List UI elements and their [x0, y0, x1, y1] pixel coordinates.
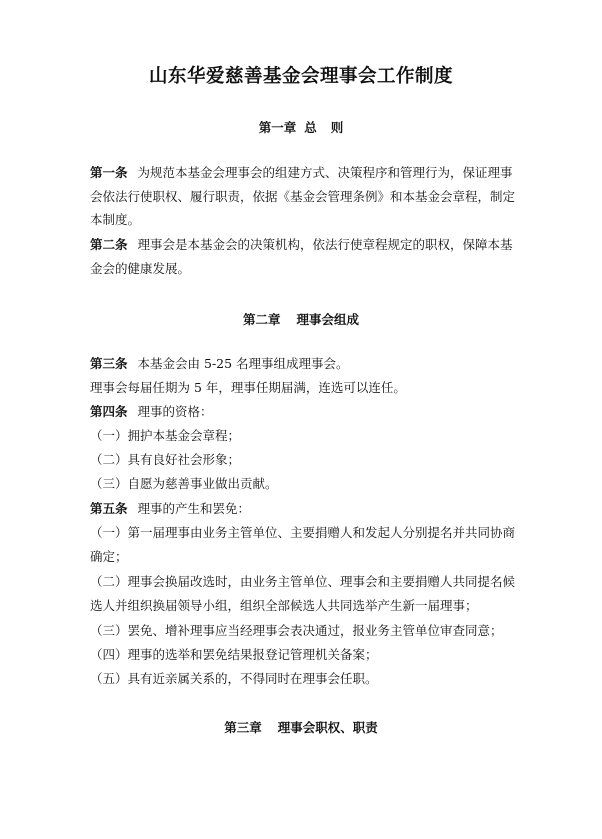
- article-1-label: 第一条: [90, 165, 128, 180]
- chapter-3-name: 理事会职权、职责: [277, 720, 378, 735]
- article-4-text: 理事的资格：: [137, 404, 213, 419]
- chapter-1-heading: [0, 118, 602, 136]
- article-5-text: 理事的产生和罢免：: [137, 501, 251, 516]
- article-1: [90, 161, 522, 232]
- article-2-label: 第二条: [90, 237, 128, 252]
- chapter-2-label: 第二章: [242, 312, 281, 327]
- article-5-label: 第五条: [90, 501, 128, 516]
- article-3-term: 理事会每届任期为 5 年，理事任期届满，连选可以连任。: [90, 380, 406, 395]
- article-5-item-2: （二）理事会换届改选时，由业务主管单位、理事会和主要捐赠人共同提名候选人并组织换届领导小组，组织全部候选人共同选举产生新一届理事；: [90, 574, 516, 613]
- chapter-1-name-part-1: 总: [304, 120, 317, 135]
- article-5-item-3: （三）罢免、增补理事应当经理事会表决通过，报业务主管单位审查同意；: [90, 623, 503, 638]
- chapter-2-name: 理事会组成: [296, 312, 360, 327]
- article-4-label: 第四条: [90, 404, 128, 419]
- article-2: [90, 233, 522, 280]
- chapter-3-label: 第三章: [224, 720, 262, 735]
- chapter-1-label: 第一章: [258, 120, 297, 135]
- article-3-label: 第三条: [90, 356, 128, 371]
- article-5-item-5: （五）具有近亲属关系的，不得同时在理事会任职。: [90, 671, 378, 686]
- chapter-2-heading: [0, 310, 602, 328]
- article-5-item-1: （一）第一届理事由业务主管单位、主要捐赠人和发起人分别提名并共同协商确定；: [90, 525, 516, 564]
- article-4-item-3: （三）自愿为慈善事业做出贡献。: [90, 476, 278, 491]
- article-5-item-4: （四）理事的选举和罢免结果报登记管理机关备案；: [90, 647, 378, 662]
- document-title: 山东华爱慈善基金会理事会工作制度: [148, 66, 453, 87]
- article-4-item-2: （二）具有良好社会形象；: [90, 452, 241, 467]
- chapter-3-heading: [0, 718, 602, 736]
- article-2-text: 理事会是本基金会的决策机构，依法行使章程规定的职权，保障本基金会的健康发展。: [90, 237, 513, 276]
- article-4: [90, 400, 522, 424]
- article-3-text: 本基金会由 5-25 名理事组成理事会。: [137, 356, 349, 371]
- article-4-item-1: （一）拥护本基金会章程；: [90, 428, 241, 443]
- article-5: [90, 497, 522, 521]
- chapter-1-name-part-2: 则: [330, 120, 344, 135]
- article-1-text: 为规范本基金会理事会的组建方式、决策程序和管理行为，保证理事会依法行使职权、履行职责，依据《基金会管理条例》和本基金会章程，制定本制度。: [90, 165, 516, 227]
- article-3: [90, 352, 522, 376]
